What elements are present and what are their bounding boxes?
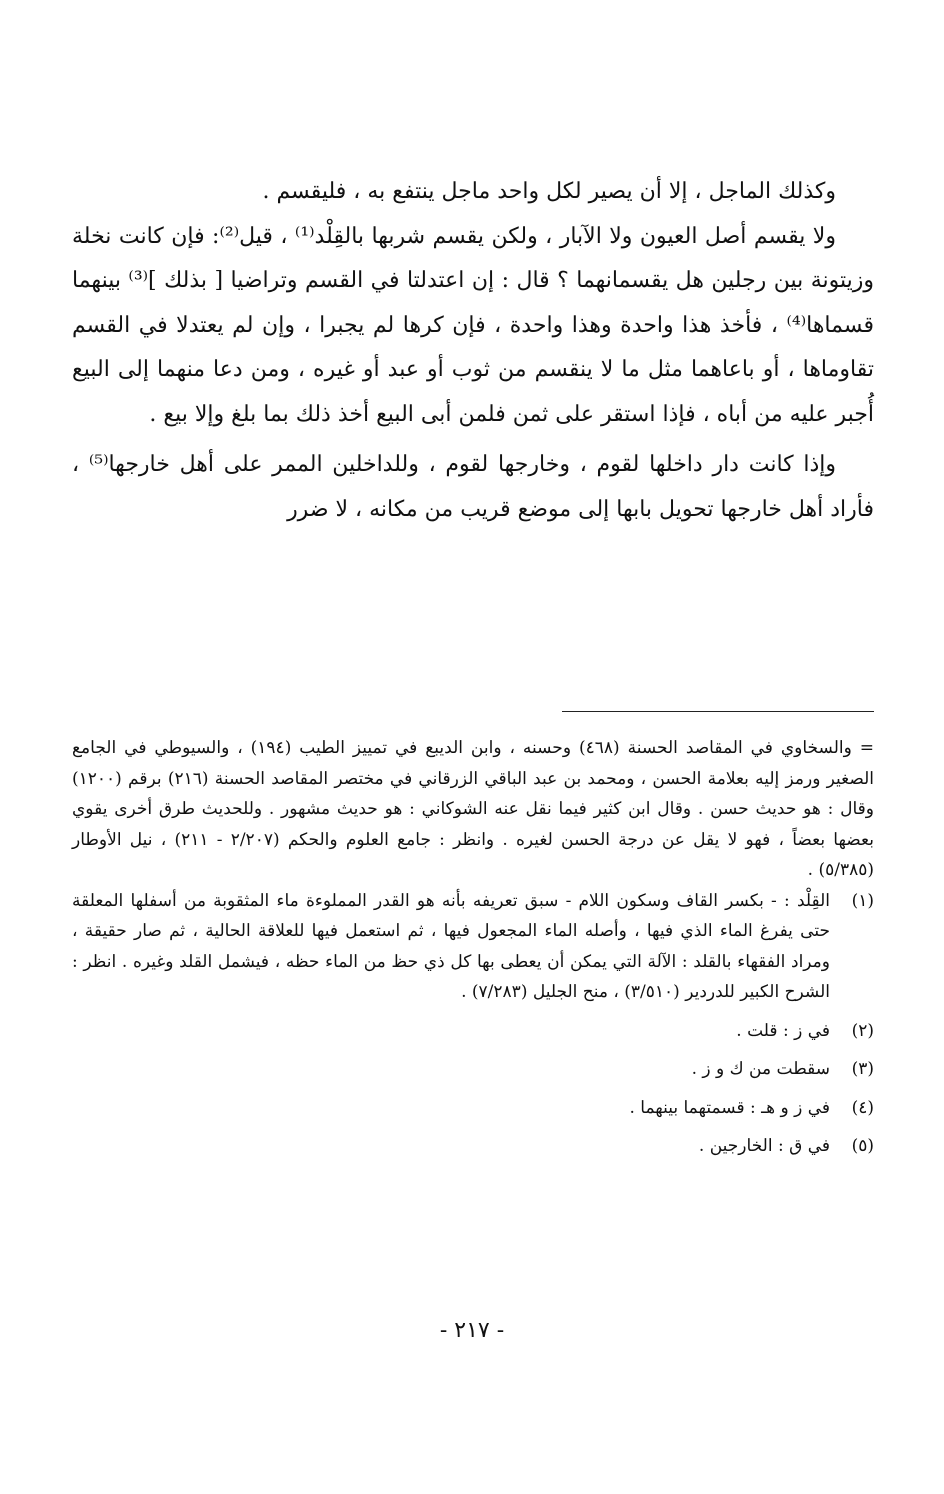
- footnote-text: في ق : الخارجين .: [698, 1136, 830, 1156]
- footnote-text: في ز : قلت .: [736, 1020, 830, 1041]
- footnote-3: [72, 1054, 874, 1085]
- main-text: [72, 170, 874, 532]
- footnote-text: القِلْد : - بكسر القاف وسكون اللام - سبق تعريفه بأنه هو القدر المملوءة ماء المثقوبة من أسفلها المعلقة حتى يفرغ الماء الذي فيها ، وأصله الماء المجعول فيها ، ثم استعمل فيها للعلاقة الحالية ، ثم صار حقيقة ، ومراد الفقهاء بالقلد : الآلة التي يمكن أن يعطى بها كل ذي حظ من الماء حظه ، فيشمل القلد وغيره . انظر : الشرح الكبير للدردير (٣/٥١٠) ، منح الجليل (٧/٢٨٣) .: [72, 890, 830, 1002]
- footnote-divider: [562, 711, 874, 712]
- footnote-text: في ز و هـ : قسمتهما بينهما .: [629, 1097, 830, 1118]
- footnote-5: [72, 1131, 874, 1162]
- paragraph-3: وإذا كانت دار داخلها لقوم ، وخارجها لقوم ، وللداخلين الممر على أهل خارجها⁽⁵⁾ ، فأراد أهل خارجها تحويل بابها إلى موضع قريب من مكانه ، لا ضرر: [72, 452, 874, 522]
- footnote-1: [72, 886, 874, 1008]
- footnote-number: (١): [851, 890, 874, 911]
- footnote-text: سقطت من ك و ز .: [691, 1059, 830, 1079]
- footnotes: [72, 733, 874, 1162]
- footnote-number: (٣): [851, 1059, 874, 1079]
- footnote-number: (٢): [851, 1020, 874, 1041]
- footnote-4: [72, 1093, 874, 1124]
- footnote-continuation: = والسخاوي في المقاصد الحسنة (٤٦٨) وحسنه ، وابن الديبع في تمييز الطيب (١٩٤) ، والسيوطي في الجامع الصغير ورمز إليه بعلامة الحسن ، ومحمد بن عبد الباقي الزرقاني في مختصر المقاصد الحسنة (٢١٦) برقم (١٢٠٠) وقال : هو حديث حسن . وقال ابن كثير فيما نقل عنه الشوكاني : هو حديث مشهور . وللحديث طرق أخرى يقوي بعضها بعضاً ، فهو لا يقل عن درجة الحسن لغيره . وانظر : جامع العلوم والحكم (٢/٢٠٧ - ٢١١) ، نيل الأوطار (٥/٣٨٥) .: [72, 738, 875, 880]
- page-number: - ٢١٧ -: [439, 1318, 505, 1343]
- paragraph-2: ولا يقسم أصل العيون ولا الآبار ، ولكن يقسم شربها بالقِلْد⁽¹⁾ ، قيل⁽²⁾: فإن كانت نخلة وزيتونة بين رجلين هل يقسمانهما ؟ قال : إن اعتدلتا في القسم وتراضيا [ بذلك ]⁽³⁾ بينهما قسماها⁽⁴⁾ ، فأخذ هذا واحدة وهذا واحدة ، فإن كرها لم يجبرا ، وإن لم يعتدلا في القسم تقاوماها ، أو باعاهما مثل ما لا ينقسم من ثوب أو عبد أو غيره ، ومن دعا منهما إلى البيع أُجبر عليه من أباه ، فإذا استقر على ثمن فلمن أبى البيع أخذ ذلك بما بلغ وإلا بيع .: [72, 223, 874, 427]
- footnote-number: (٤): [851, 1097, 874, 1118]
- footnote-number: (٥): [851, 1136, 874, 1156]
- footnote-2: [72, 1016, 874, 1047]
- paragraph-1: وكذلك الماجل ، إلا أن يصير لكل واحد ماجل ينتفع به ، فليقسم .: [262, 179, 836, 204]
